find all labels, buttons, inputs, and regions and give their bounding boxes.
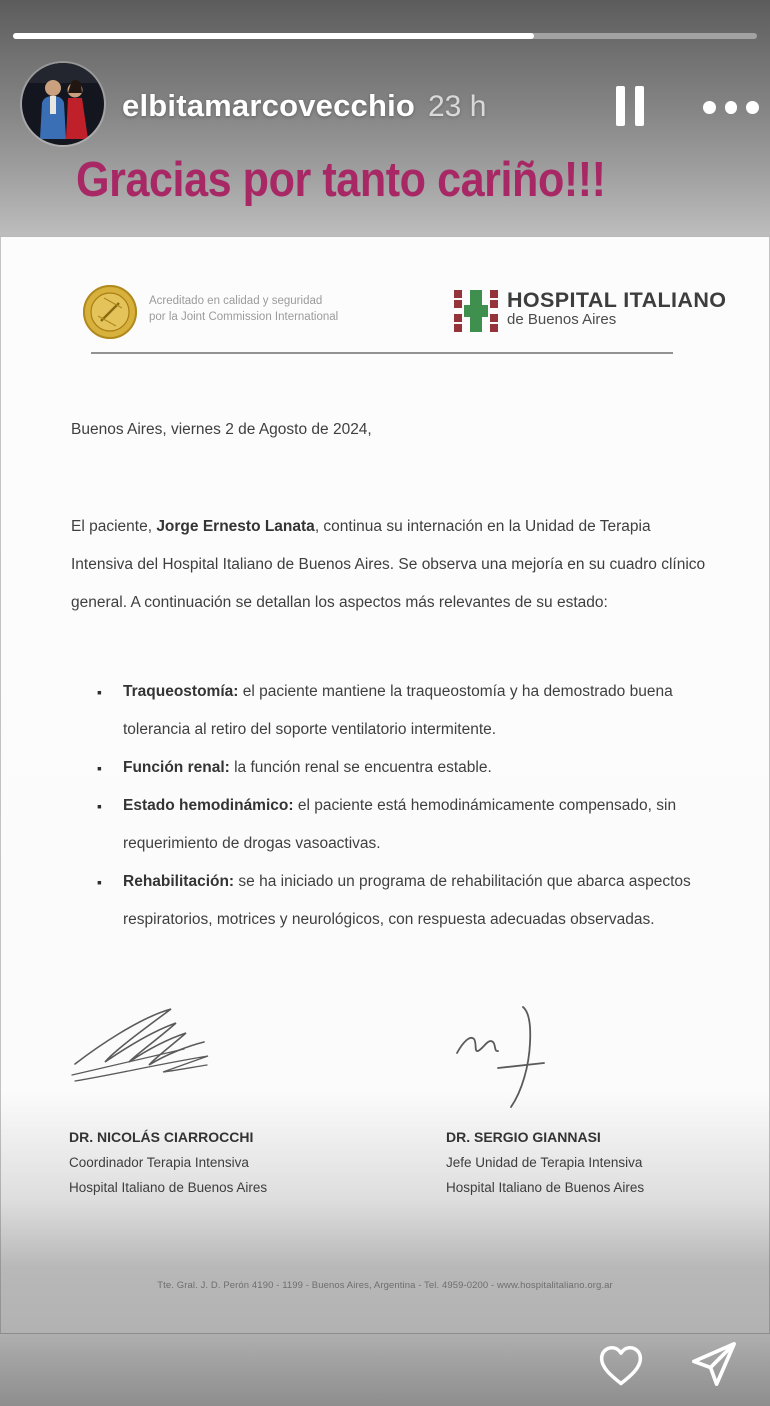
bullet-rehabilitacion: ▪ Rehabilitación: se ha iniciado un programa de rehabilitación que abarca aspectos respiratorios, motrices y neurológicos, con respuesta adecuadas observadas. xyxy=(97,863,713,939)
letter-intro: El paciente, Jorge Ernesto Lanata, continua su internación en la Unidad de Terapia Intensiva del Hospital Italiano de Buenos Aires. Se observa una mejoría en su cuadro clínico general. A continuación se detallan los aspectos más relevantes de su estado: xyxy=(71,518,706,611)
pause-icon xyxy=(616,86,625,126)
signer-role: Jefe Unidad de Terapia Intensiva xyxy=(446,1155,643,1170)
letterhead-divider xyxy=(91,352,673,354)
bullet-estado-hemodinamico: ▪ Estado hemodinámico: el paciente está hemodinámicamente compensado, sin requerimiento de drogas vasoactivas. xyxy=(97,787,713,863)
story-username[interactable]: elbitamarcovecchio xyxy=(122,88,416,123)
heart-icon xyxy=(596,1340,646,1390)
like-button[interactable] xyxy=(596,1340,646,1390)
ellipsis-icon xyxy=(746,101,759,114)
story-caption: Gracias por tanto cariño!!! xyxy=(76,153,606,207)
hospital-cross-icon xyxy=(453,289,499,333)
story-progress-bar xyxy=(13,33,757,39)
signature-right xyxy=(449,1003,564,1118)
signer-block-ciarrocchi xyxy=(69,1125,267,1200)
jci-gold-seal-icon xyxy=(81,283,139,346)
ellipsis-icon xyxy=(725,101,738,114)
letter-footer-address: Tte. Gral. J. D. Perón 4190 - 1199 - Buenos Aires, Argentina - Tel. 4959-0200 - www.hospitalitaliano.org.ar xyxy=(157,1280,613,1291)
signer-name: DR. SERGIO GIANNASI xyxy=(446,1129,601,1145)
signer-block-giannasi xyxy=(446,1125,644,1200)
patient-name: Jorge Ernesto Lanata xyxy=(156,518,315,535)
letter-date: Buenos Aires, viernes 2 de Agosto de 2024, xyxy=(71,421,372,438)
avatar-photo xyxy=(22,63,104,145)
accreditation-text: Acreditado en calidad y seguridad por la Joint Commission International xyxy=(149,295,339,323)
story-timestamp: 23 h xyxy=(428,90,487,123)
hospital-subtitle: de Buenos Aires xyxy=(507,311,617,328)
hospital-name: HOSPITAL ITALIANO xyxy=(507,288,727,312)
signer-org: Hospital Italiano de Buenos Aires xyxy=(446,1180,645,1195)
bullet-traqueostomia: ▪ Traqueostomía: el paciente mantiene la traqueostomía y ha demostrado buena tolerancia al retiro del soporte ventilatorio intermitente. xyxy=(97,673,713,749)
signature-left xyxy=(67,1002,242,1102)
pause-button[interactable] xyxy=(616,86,646,126)
letter-document xyxy=(0,237,770,1334)
signer-name: DR. NICOLÁS CIARROCCHI xyxy=(69,1129,254,1145)
pause-icon xyxy=(635,86,644,126)
bullet-funcion-renal: ▪ Función renal: la función renal se encuentra estable. xyxy=(97,749,713,787)
ellipsis-icon xyxy=(703,101,716,114)
avatar[interactable] xyxy=(22,63,104,145)
share-button[interactable] xyxy=(688,1338,740,1390)
hospital-logo xyxy=(453,289,726,333)
story-progress-fill xyxy=(13,33,534,39)
more-options-button[interactable] xyxy=(703,99,759,115)
signer-org: Hospital Italiano de Buenos Aires xyxy=(69,1180,268,1195)
signer-role: Coordinador Terapia Intensiva xyxy=(69,1155,249,1170)
letter-bullet-list xyxy=(97,673,713,939)
paper-plane-icon xyxy=(688,1338,740,1390)
